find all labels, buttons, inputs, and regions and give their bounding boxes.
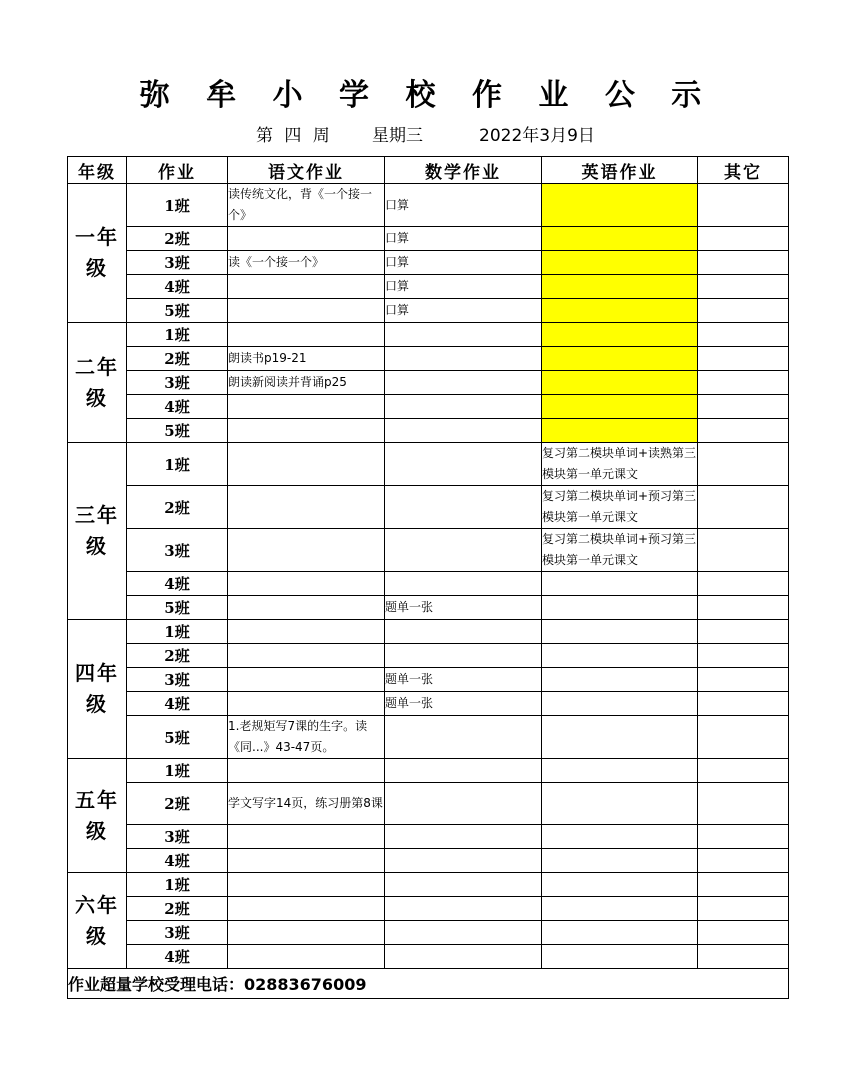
chinese-homework-cell (228, 275, 385, 299)
class-label: 4班 (127, 692, 228, 716)
other-homework-cell (698, 443, 789, 486)
header-homework: 作业 (127, 157, 228, 184)
class-label: 2班 (127, 644, 228, 668)
math-homework-cell (385, 897, 542, 921)
table-row (68, 443, 789, 486)
grade-name-line2: 级 (86, 692, 108, 716)
class-label: 3班 (127, 668, 228, 692)
chinese-homework-cell (228, 620, 385, 644)
table-row (68, 299, 789, 323)
class-label: 3班 (127, 529, 228, 572)
grade-name-line2: 级 (86, 818, 108, 843)
grade-name-line2: 级 (86, 534, 108, 558)
table-row (68, 395, 789, 419)
chinese-homework-cell (228, 596, 385, 620)
english-homework-cell (542, 620, 698, 644)
table-row (68, 620, 789, 644)
chinese-homework-cell (228, 759, 385, 783)
other-homework-cell (698, 873, 789, 897)
math-homework-cell (385, 323, 542, 347)
complaint-hotline: 作业超量学校受理电话：02883676009 (68, 969, 789, 999)
class-label: 1班 (127, 620, 228, 644)
table-row (68, 251, 789, 275)
weekday-label: 星期三 (372, 126, 423, 146)
chinese-homework-cell (228, 486, 385, 529)
english-homework-cell (542, 759, 698, 783)
table-row (68, 921, 789, 945)
table-row (68, 783, 789, 825)
grade-name-line2: 级 (86, 256, 108, 280)
math-homework-cell (385, 486, 542, 529)
other-homework-cell (698, 897, 789, 921)
other-homework-cell (698, 783, 789, 825)
class-label: 4班 (127, 945, 228, 969)
english-homework-cell (542, 275, 698, 299)
class-label: 3班 (127, 371, 228, 395)
header-other: 其它 (698, 157, 789, 184)
english-homework-cell (542, 644, 698, 668)
other-homework-cell (698, 759, 789, 783)
other-homework-cell (698, 347, 789, 371)
chinese-homework-cell (228, 921, 385, 945)
class-label: 1班 (127, 759, 228, 783)
table-row (68, 347, 789, 371)
table-row (68, 692, 789, 716)
math-homework-cell: 题单一张 (385, 596, 542, 620)
math-homework-cell (385, 849, 542, 873)
other-homework-cell (698, 529, 789, 572)
math-homework-cell (385, 759, 542, 783)
other-homework-cell (698, 620, 789, 644)
grade-cell (68, 620, 127, 759)
class-label: 1班 (127, 443, 228, 486)
chinese-homework-cell (228, 227, 385, 251)
math-homework-cell (385, 945, 542, 969)
math-homework-cell (385, 873, 542, 897)
chinese-homework-cell (228, 395, 385, 419)
grade-name-line1: 一年 (75, 225, 119, 249)
grade-name-line1: 三年 (75, 503, 119, 527)
grade-name-line1: 二年 (75, 354, 119, 379)
table-row (68, 644, 789, 668)
english-homework-cell (542, 419, 698, 443)
table-row (68, 275, 789, 299)
class-label: 1班 (127, 873, 228, 897)
class-label: 3班 (127, 921, 228, 945)
english-homework-cell (542, 921, 698, 945)
grade-name-line1: 六年 (75, 892, 119, 917)
class-label: 2班 (127, 347, 228, 371)
other-homework-cell (698, 395, 789, 419)
english-homework-cell (542, 692, 698, 716)
chinese-homework-cell (228, 692, 385, 716)
chinese-homework-cell: 朗读书p19-21 (228, 347, 385, 371)
chinese-homework-cell: 读传统文化，背《一个接一个》 (228, 184, 385, 227)
chinese-homework-cell (228, 849, 385, 873)
math-homework-cell (385, 825, 542, 849)
class-label: 5班 (127, 596, 228, 620)
chinese-homework-cell: 读《一个接一个》 (228, 251, 385, 275)
class-label: 2班 (127, 486, 228, 529)
week-label: 第 四 周 (256, 126, 333, 146)
grade-name-line2: 级 (86, 923, 108, 948)
other-homework-cell (698, 921, 789, 945)
other-homework-cell (698, 299, 789, 323)
math-homework-cell (385, 644, 542, 668)
other-homework-cell (698, 596, 789, 620)
english-homework-cell (542, 897, 698, 921)
class-label: 4班 (127, 572, 228, 596)
other-homework-cell (698, 419, 789, 443)
english-homework-cell (542, 395, 698, 419)
grade-name-line1: 五年 (75, 787, 119, 812)
english-homework-cell (542, 347, 698, 371)
chinese-homework-cell (228, 945, 385, 969)
other-homework-cell (698, 251, 789, 275)
math-homework-cell: 口算 (385, 251, 542, 275)
other-homework-cell (698, 371, 789, 395)
english-homework-cell (542, 299, 698, 323)
class-label: 5班 (127, 419, 228, 443)
math-homework-cell (385, 347, 542, 371)
math-homework-cell: 口算 (385, 299, 542, 323)
chinese-homework-cell (228, 897, 385, 921)
class-label: 3班 (127, 251, 228, 275)
chinese-homework-cell (228, 644, 385, 668)
grade-cell (68, 873, 127, 969)
header-math: 数学作业 (385, 157, 542, 184)
english-homework-cell: 复习第二模块单词+预习第三模块第一单元课文 (542, 529, 698, 572)
chinese-homework-cell (228, 668, 385, 692)
math-homework-cell: 口算 (385, 184, 542, 227)
math-homework-cell (385, 921, 542, 945)
grade-name-line1: 四年 (75, 661, 119, 685)
chinese-homework-cell (228, 323, 385, 347)
math-homework-cell (385, 716, 542, 759)
english-homework-cell (542, 227, 698, 251)
chinese-homework-cell (228, 443, 385, 486)
class-label: 4班 (127, 275, 228, 299)
header-chinese: 语文作业 (228, 157, 385, 184)
grade-cell (68, 759, 127, 873)
english-homework-cell: 复习第二模块单词+读熟第三模块第一单元课文 (542, 443, 698, 486)
chinese-homework-cell (228, 529, 385, 572)
footer-row (68, 969, 789, 999)
class-label: 1班 (127, 184, 228, 227)
table-row (68, 668, 789, 692)
grade-name-line2: 级 (86, 385, 108, 410)
table-row (68, 716, 789, 759)
class-label: 4班 (127, 849, 228, 873)
table-row (68, 596, 789, 620)
english-homework-cell (542, 716, 698, 759)
math-homework-cell (385, 443, 542, 486)
math-homework-cell (385, 395, 542, 419)
english-homework-cell (542, 184, 698, 227)
grade-cell (68, 323, 127, 443)
other-homework-cell (698, 486, 789, 529)
other-homework-cell (698, 825, 789, 849)
english-homework-cell (542, 825, 698, 849)
english-homework-cell (542, 323, 698, 347)
other-homework-cell (698, 849, 789, 873)
table-row (68, 371, 789, 395)
math-homework-cell: 口算 (385, 275, 542, 299)
other-homework-cell (698, 227, 789, 251)
other-homework-cell (698, 323, 789, 347)
class-label: 2班 (127, 783, 228, 825)
class-label: 4班 (127, 395, 228, 419)
other-homework-cell (698, 668, 789, 692)
english-homework-cell (542, 572, 698, 596)
table-row (68, 897, 789, 921)
english-homework-cell (542, 251, 698, 275)
math-homework-cell (385, 371, 542, 395)
english-homework-cell (542, 783, 698, 825)
date-label: 2022年3月9日 (479, 126, 595, 146)
table-row (68, 945, 789, 969)
class-label: 3班 (127, 825, 228, 849)
other-homework-cell (698, 572, 789, 596)
class-label: 2班 (127, 897, 228, 921)
chinese-homework-cell: 学文写字14页，练习册第8课 (228, 783, 385, 825)
table-row (68, 825, 789, 849)
table-row (68, 529, 789, 572)
chinese-homework-cell: 1.老规矩写7课的生字。读《同...》43-47页。 (228, 716, 385, 759)
english-homework-cell: 复习第二模块单词+预习第三模块第一单元课文 (542, 486, 698, 529)
table-row (68, 572, 789, 596)
header-row (68, 157, 789, 184)
table-body (68, 184, 789, 969)
chinese-homework-cell (228, 572, 385, 596)
english-homework-cell (542, 849, 698, 873)
english-homework-cell (542, 596, 698, 620)
english-homework-cell (542, 668, 698, 692)
chinese-homework-cell (228, 873, 385, 897)
table-row (68, 486, 789, 529)
table-row (68, 849, 789, 873)
chinese-homework-cell (228, 419, 385, 443)
table-row (68, 759, 789, 783)
math-homework-cell (385, 529, 542, 572)
class-label: 2班 (127, 227, 228, 251)
chinese-homework-cell (228, 825, 385, 849)
english-homework-cell (542, 873, 698, 897)
header-grade: 年级 (68, 157, 127, 184)
homework-table (67, 156, 789, 999)
table-row (68, 323, 789, 347)
other-homework-cell (698, 692, 789, 716)
math-homework-cell: 题单一张 (385, 692, 542, 716)
class-label: 5班 (127, 299, 228, 323)
grade-cell (68, 184, 127, 323)
other-homework-cell (698, 945, 789, 969)
other-homework-cell (698, 275, 789, 299)
table-row (68, 873, 789, 897)
grade-cell (68, 443, 127, 620)
math-homework-cell (385, 783, 542, 825)
table-row (68, 419, 789, 443)
english-homework-cell (542, 371, 698, 395)
english-homework-cell (542, 945, 698, 969)
header-english: 英语作业 (542, 157, 698, 184)
table-row (68, 184, 789, 227)
math-homework-cell (385, 419, 542, 443)
other-homework-cell (698, 716, 789, 759)
other-homework-cell (698, 644, 789, 668)
math-homework-cell: 口算 (385, 227, 542, 251)
chinese-homework-cell: 朗读新阅读并背诵p25 (228, 371, 385, 395)
class-label: 1班 (127, 323, 228, 347)
class-label: 5班 (127, 716, 228, 759)
page-title: 弥 牟 小 学 校 作 业 公 示 (139, 78, 715, 113)
math-homework-cell (385, 620, 542, 644)
math-homework-cell (385, 572, 542, 596)
table-row (68, 227, 789, 251)
other-homework-cell (698, 184, 789, 227)
chinese-homework-cell (228, 299, 385, 323)
math-homework-cell: 题单一张 (385, 668, 542, 692)
